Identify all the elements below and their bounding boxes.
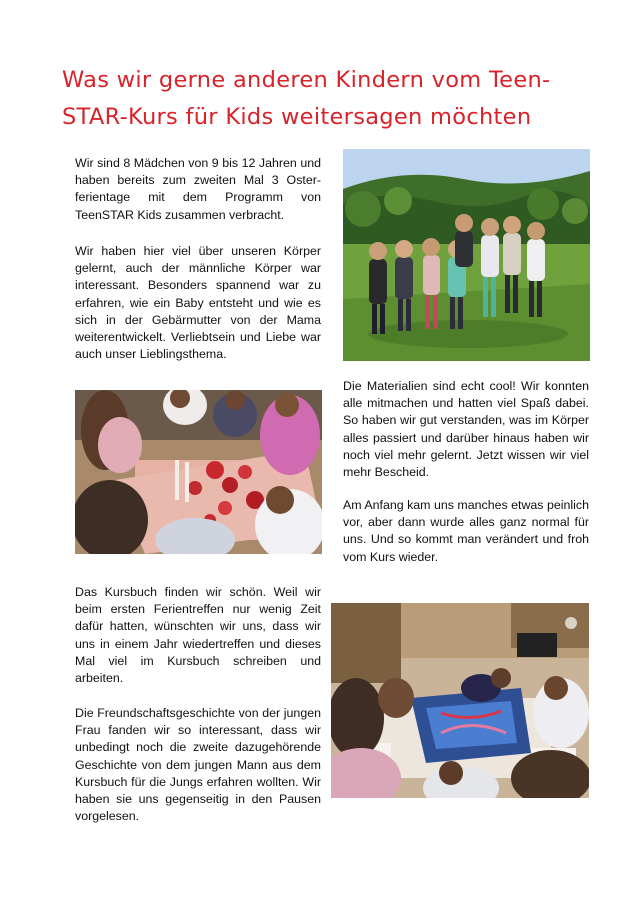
photo-table-activity xyxy=(75,390,322,554)
paragraph-intro: Wir sind 8 Mädchen von 9 bis 12 Jahren und haben bereits zum zweiten Mal 3 Osterferientage mit dem Programm von TeenSTAR Kids zusammen verbracht. xyxy=(75,156,321,222)
page-title: Was wir gerne anderen Kindern vom Teen-STAR-Kurs für Kids weitersagen möchten xyxy=(62,67,551,130)
photo-floor-work xyxy=(331,603,589,798)
photo-group-outdoors xyxy=(343,149,590,361)
paragraph-materials: Die Materialien sind echt cool! Wir konnten alle mitmachen und hatten viel Spaß dabei. So haben wir gut verstanden, was im Körper alles passiert und darüber hinaus haben wir noch viel mehr gelernt. Jetzt wissen wir viel mehr Bescheid. xyxy=(343,379,589,480)
paragraph-learning: Wir haben hier viel über unseren Körper gelernt, auch der männliche Körper war interessant. Besonders spannend war zu erfahren, wie ein Baby entsteht und wie es sich in der Gebärmutter von der Mama weiterentwickelt. Verliebtsein und Liebe war auch unser Lieblingsthema. xyxy=(75,244,321,362)
paragraph-friendship-story: Die Freundschaftsgeschichte von der jungen Frau fanden wir so interessant, dass wir unbedingt noch die zweite dazugehörende Geschichte von dem jungen Mann aus dem Kursbuch für die Jungs erfahren wollten. Wir haben sie uns gegenseitig in den Pausen vorgelesen. xyxy=(75,706,321,824)
paragraph-embarrassed: Am Anfang kam uns manches etwas peinlich vor, aber dann wurde alles ganz normal für uns. Und so kommt man verändert und froh vom Kurs wieder. xyxy=(343,498,589,564)
paragraph-coursebook: Das Kursbuch finden wir schön. Weil wir beim ersten Ferientreffen nur wenig Zeit dafür hatten, wünschten wir uns, dass wir uns in einem Jahr wiedertreffen und dieses Mal viel im Kursbuch schreiben und arbeiten. xyxy=(75,585,321,686)
